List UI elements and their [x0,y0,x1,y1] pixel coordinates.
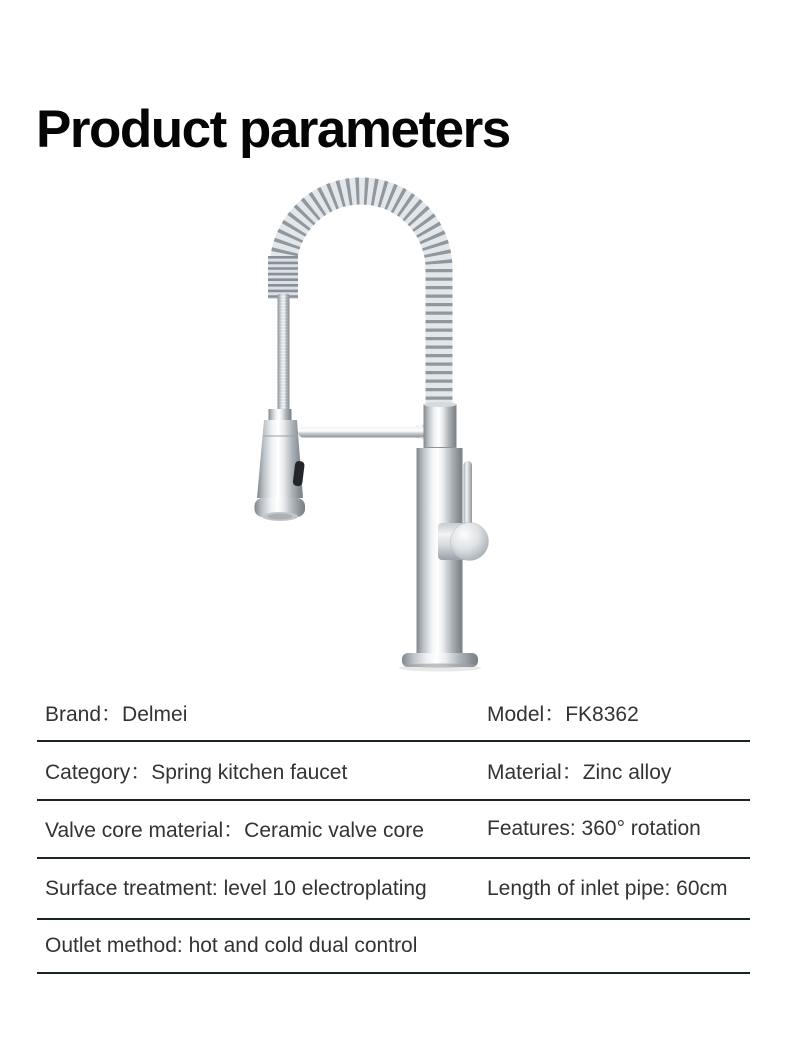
spec-inlet-pipe-length: Length of inlet pipe: 60cm [487,876,728,900]
spec-brand: Brand：Delmei [45,702,188,726]
spec-row-surface-inletpipe [37,859,750,920]
spec-row-category-material [37,742,750,801]
page-title: Product parameters [36,99,510,159]
spec-model: Model：FK8362 [487,702,639,726]
spec-surface-treatment: Surface treatment: level 10 electroplating [45,876,427,900]
pull-down-hose [278,294,290,416]
specs-table [37,685,750,974]
spec-valve-core: Valve core material：Ceramic valve core [45,819,424,842]
spec-row-outlet-method [37,920,750,974]
spec-features: Features: 360° rotation [487,817,701,840]
handle-knob-face [451,523,489,561]
spec-row-brand-model [37,685,750,742]
spec-row-valvecore-features [37,801,750,859]
support-bar [298,425,429,440]
faucet-product-image [240,160,570,690]
sprayer-nozzle-face [268,514,293,520]
spec-category: Category：Spring kitchen faucet [45,760,348,784]
spray-head [255,409,306,521]
faucet-illustration [240,160,570,690]
spec-outlet-method: Outlet method: hot and cold dual control [45,934,418,957]
handle-lever [464,461,473,529]
spring-coil [283,191,439,405]
spec-material: Material：Zinc alloy [487,760,672,784]
